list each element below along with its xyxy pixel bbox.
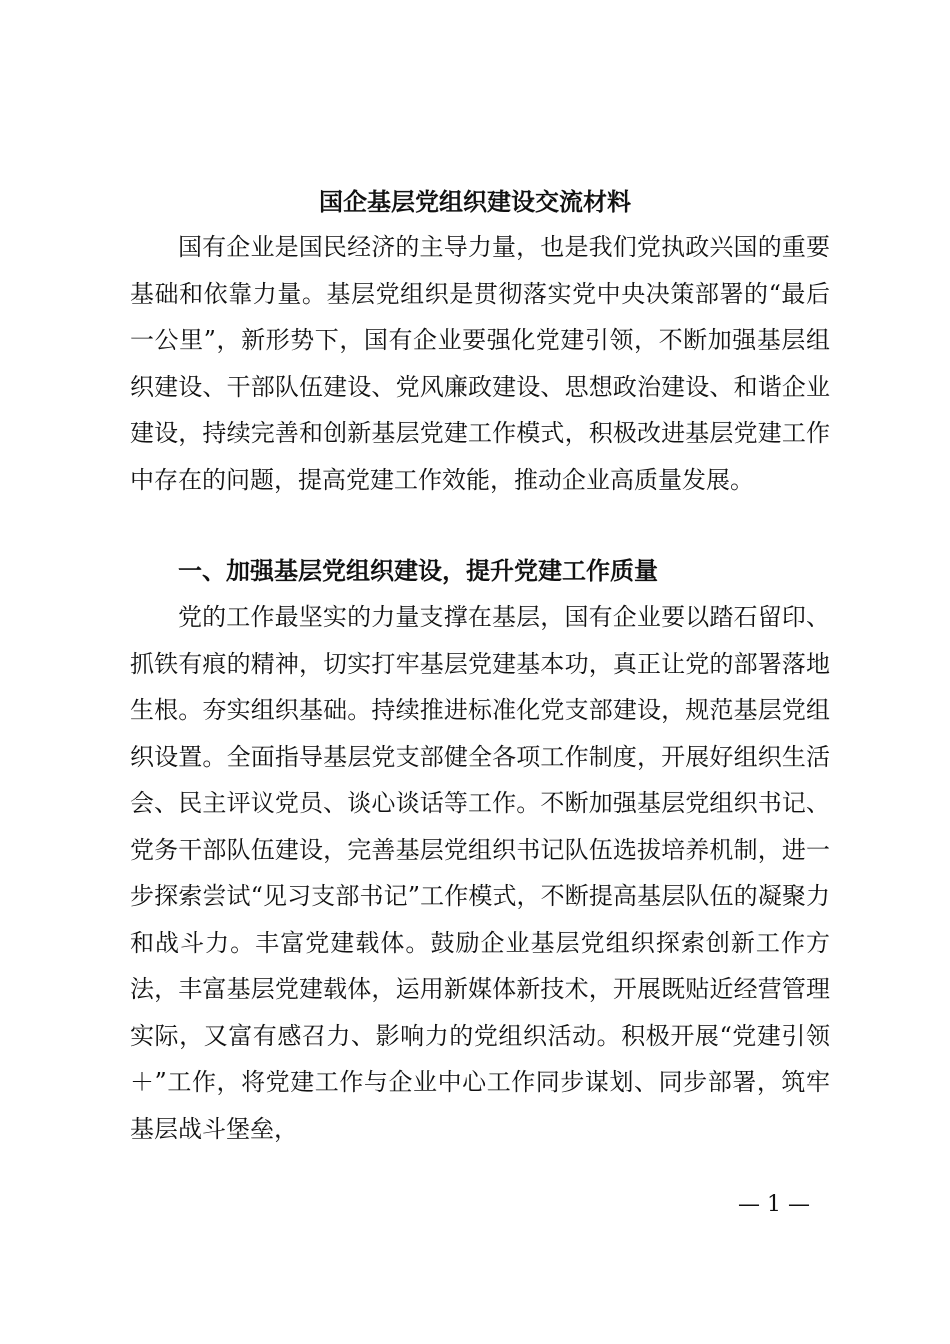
paragraph-intro: 国有企业是国民经济的主导力量，也是我们党执政兴国的重要基础和依靠力量。基层党组织是贯彻落实党中央决策部署的“最后一公里”，新形势下，国有企业要强化党建引领，不断加强基层组织建设、干部队伍建设、党风廉政建设、思想政治建设、和谐企业建设，持续完善和创新基层党建工作模式，积极改进基层党建工作中存在的问题，提高党建工作效能，推动企业高质量发展。	[130, 233, 830, 494]
section-heading-1: 一、加强基层党组织建设，提升党建工作质量	[178, 557, 658, 585]
page-number: — 1 —	[738, 1192, 810, 1217]
document-title: 国企基层党组织建设交流材料	[319, 187, 631, 216]
paragraph-section-1: 党的工作最坚实的力量支撑在基层，国有企业要以踏石留印、抓铁有痕的精神，切实打牢基层党建基本功，真正让党的部署落地生根。夯实组织基础。持续推进标准化党支部建设，规范基层党组织设置。全面指导基层党支部健全各项工作制度，开展好组织生活会、民主评议党员、谈心谈话等工作。不断加强基层党组织书记、党务干部队伍建设，完善基层党组织书记队伍选拔培养机制，进一步探索尝试“见习支部书记”工作模式，不断提高基层队伍的凝聚力和战斗力。丰富党建载体。鼓励企业基层党组织探索创新工作方法，丰富基层党建载体，运用新媒体新技术，开展既贴近经营管理实际，又富有感召力、影响力的党组织活动。积极开展“党建引领＋”工作，将党建工作与企业中心工作同步谋划、同步部署，筑牢基层战斗堡垒，	[130, 603, 830, 1143]
